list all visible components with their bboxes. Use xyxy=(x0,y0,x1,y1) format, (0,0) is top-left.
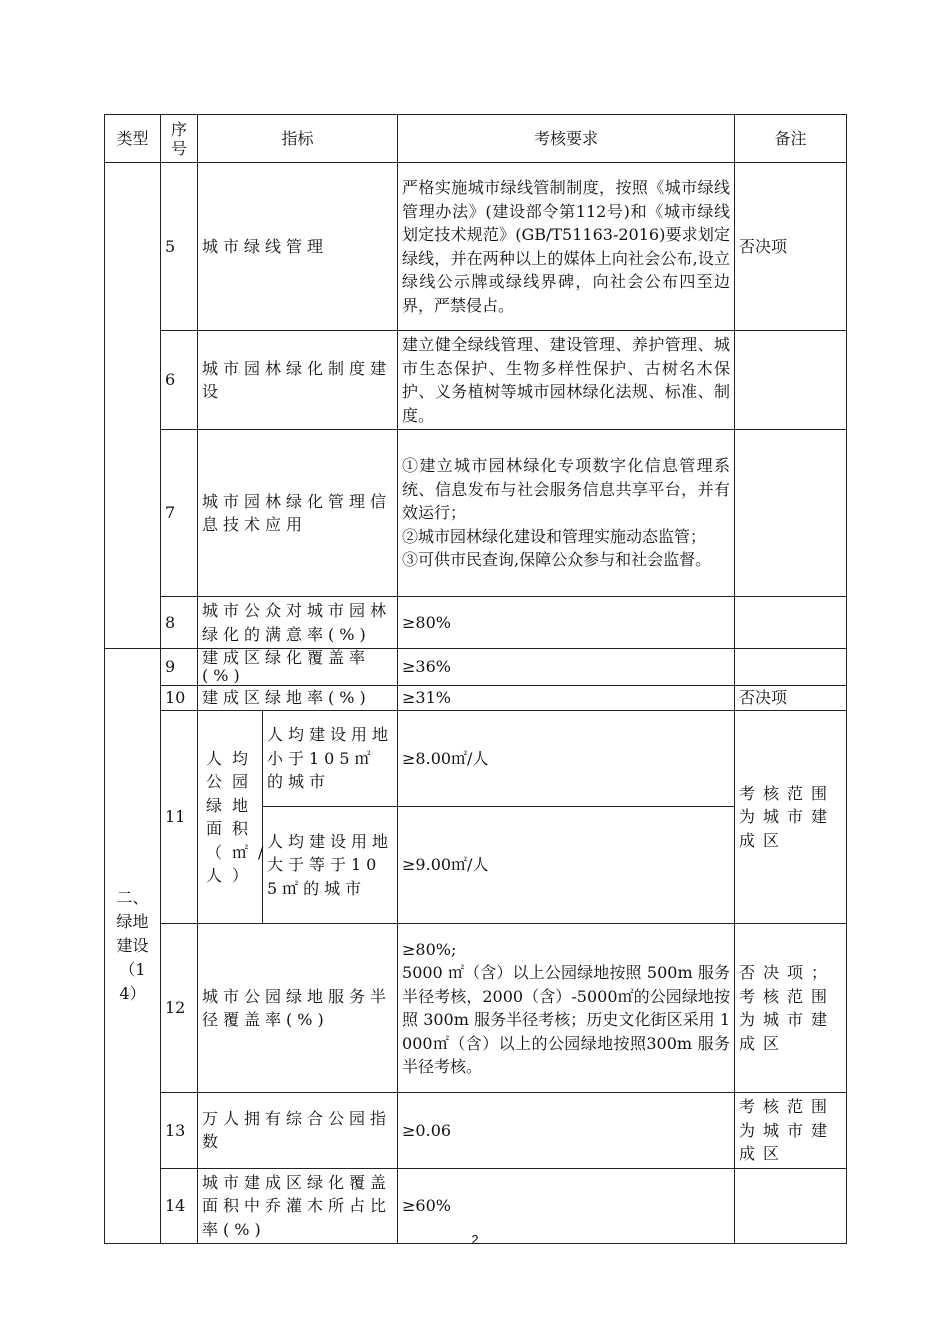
type-cell-section1 xyxy=(105,163,161,649)
seq-cell: 7 xyxy=(161,430,198,597)
indicator-cell: 城市园林绿化制度建设 xyxy=(198,331,398,430)
table-row xyxy=(105,331,847,430)
note-cell xyxy=(735,597,847,649)
header-requirement: 考核要求 xyxy=(398,115,735,163)
requirement-cell: ≥31% xyxy=(398,686,735,711)
indicator-cell: 城市公园绿地服务半径覆盖率(%) xyxy=(198,924,398,1093)
header-row xyxy=(105,115,847,163)
indicator-group-cell: 人均公园绿地面积（㎡/人） xyxy=(198,711,263,924)
header-indicator: 指标 xyxy=(198,115,398,163)
seq-cell: 5 xyxy=(161,163,198,331)
requirement-line: 5000 ㎡（含）以上公园绿地按照 500m 服务半径考核，2000（含）-5000㎡的公园绿地按照 300m 服务半径考核；历史文化街区采用 1000㎡（含）以上的公园绿地按照300m 服务半径考核。 xyxy=(402,963,731,1076)
requirement-cell: ≥60% xyxy=(398,1168,735,1244)
seq-cell: 13 xyxy=(161,1093,198,1169)
note-cell: 否决项；考核范围为城市建成区 xyxy=(735,924,847,1093)
note-cell: 否决项 xyxy=(735,686,847,711)
requirement-cell: ≥0.06 xyxy=(398,1093,735,1169)
requirement-cell: ≥36% xyxy=(398,649,735,686)
type-cell-section2: 二、绿地建设（14） xyxy=(105,649,161,1244)
assessment-table xyxy=(104,114,847,1244)
seq-cell: 11 xyxy=(161,711,198,924)
requirement-line: ①建立城市园林绿化专项数字化信息管理系统、信息发布与社会服务信息共享平台，并有效运行； xyxy=(402,456,731,523)
table-row xyxy=(105,163,847,331)
header-note: 备注 xyxy=(735,115,847,163)
table-row xyxy=(105,649,847,686)
note-cell: 考核范围为城市建成区 xyxy=(735,711,847,924)
seq-cell: 10 xyxy=(161,686,198,711)
requirement-cell: ≥9.00㎡/人 xyxy=(398,807,735,924)
requirement-cell xyxy=(398,430,735,597)
requirement-cell xyxy=(398,924,735,1093)
sub-indicator-cell: 人均建设用地大于等于105㎡的城市 xyxy=(263,807,398,924)
requirement-cell: 严格实施城市绿线管制制度，按照《城市绿线管理办法》(建设部令第112号)和《城市绿线划定技术规范》(GB/T51163-2016)要求划定绿线，并在两种以上的媒体上向社会公布,设立绿线公示牌或绿线界碑，向社会公布四至边界，严禁侵占。 xyxy=(398,163,735,331)
header-type: 类型 xyxy=(105,115,161,163)
seq-cell: 12 xyxy=(161,924,198,1093)
indicator-cell: 建成区绿化覆盖率(%) xyxy=(198,649,398,686)
seq-cell: 14 xyxy=(161,1168,198,1244)
requirement-line: ③可供市民查询,保障公众参与和社会监督。 xyxy=(402,550,712,570)
table-row xyxy=(105,686,847,711)
page-number: 2 xyxy=(471,1232,479,1247)
indicator-cell: 城市建成区绿化覆盖面积中乔灌木所占比率(%) xyxy=(198,1168,398,1244)
requirement-cell: ≥80% xyxy=(398,597,735,649)
sub-indicator-cell: 人均建设用地小于105㎡的城市 xyxy=(263,711,398,807)
header-seq: 序号 xyxy=(161,115,198,163)
note-cell xyxy=(735,430,847,597)
indicator-cell: 城市公众对城市园林绿化的满意率(%) xyxy=(198,597,398,649)
table-row xyxy=(105,1093,847,1169)
table-row xyxy=(105,597,847,649)
note-cell xyxy=(735,649,847,686)
table-row xyxy=(105,924,847,1093)
seq-cell: 8 xyxy=(161,597,198,649)
seq-cell: 6 xyxy=(161,331,198,430)
requirement-line: ②城市园林绿化建设和管理实施动态监管； xyxy=(402,526,707,546)
indicator-cell: 城市绿线管理 xyxy=(198,163,398,331)
note-cell: 否决项 xyxy=(735,163,847,331)
table-row xyxy=(105,430,847,597)
requirement-cell: ≥8.00㎡/人 xyxy=(398,711,735,807)
indicator-cell: 万人拥有综合公园指数 xyxy=(198,1093,398,1169)
indicator-cell: 建成区绿地率(%) xyxy=(198,686,398,711)
indicator-cell: 城市园林绿化管理信息技术应用 xyxy=(198,430,398,597)
note-cell: 考核范围为城市建成区 xyxy=(735,1093,847,1169)
requirement-line: ≥80%; xyxy=(402,939,457,959)
requirement-cell: 建立健全绿线管理、建设管理、养护管理、城市生态保护、生物多样性保护、古树名木保护、义务植树等城市园林绿化法规、标准、制度。 xyxy=(398,331,735,430)
note-cell xyxy=(735,331,847,430)
seq-cell: 9 xyxy=(161,649,198,686)
table-row xyxy=(105,711,847,807)
